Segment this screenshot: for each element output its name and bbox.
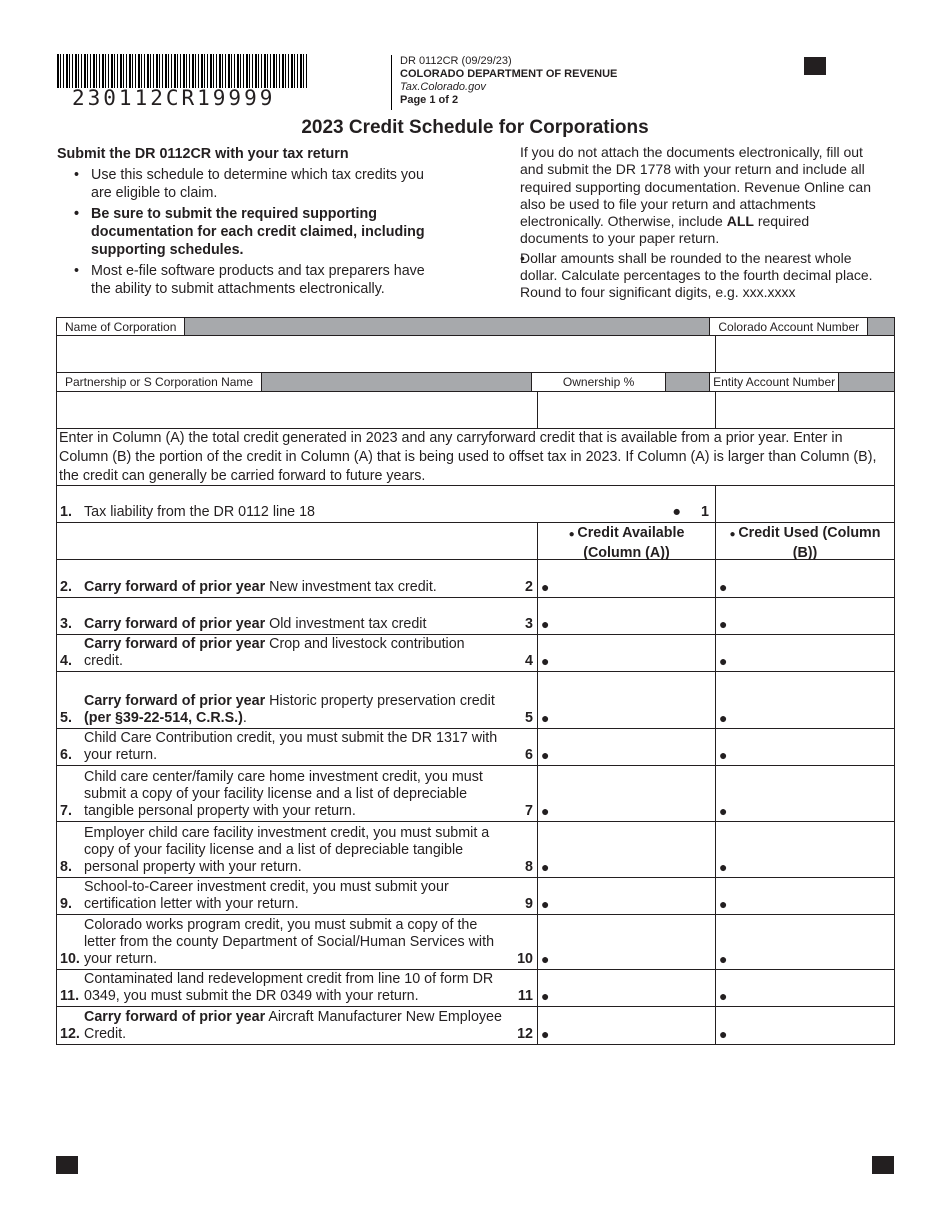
bullet-icon: ● [719, 1026, 728, 1042]
bullet-icon: ● [719, 803, 728, 819]
credit-available-input[interactable] [538, 822, 716, 877]
line-ref: 12 [517, 1026, 533, 1042]
line-7 [57, 766, 894, 822]
page-title: 2023 Credit Schedule for Corporations [301, 117, 649, 138]
line-2 [57, 560, 894, 598]
credit-available-input[interactable] [538, 598, 716, 634]
line-ref: 4 [525, 653, 533, 669]
bullet-icon: ● [541, 710, 550, 726]
bullet-icon: ● [541, 653, 550, 669]
bullet-icon: ● [541, 896, 550, 912]
credit-available-input[interactable] [538, 729, 716, 765]
column-headers [57, 523, 894, 560]
line-1-input[interactable] [716, 486, 894, 522]
line-number: 8. [60, 859, 72, 875]
credit-used-input[interactable] [716, 729, 894, 765]
partnership-label: Partnership or S Corporation Name [57, 373, 262, 391]
line-5 [57, 672, 894, 729]
line-text: Carry forward of prior year New investment tax credit. [84, 579, 437, 595]
credit-used-input[interactable] [716, 560, 894, 597]
line-6 [57, 729, 894, 766]
ownership-label: Ownership % [532, 373, 666, 391]
line-11 [57, 970, 894, 1007]
line-ref: 7 [525, 803, 533, 819]
credit-available-input[interactable] [538, 635, 716, 671]
line-number: 3. [60, 616, 72, 632]
line-text: Carry forward of prior year Old investment tax credit [84, 616, 427, 632]
line-number: 2. [60, 579, 72, 595]
line-number: 6. [60, 747, 72, 763]
bullet-icon: ● [719, 616, 728, 632]
bullet-icon: ● [719, 859, 728, 875]
bullet-icon: ● [719, 653, 728, 669]
credit-available-input[interactable] [538, 560, 716, 597]
credit-available-input[interactable] [538, 766, 716, 821]
department: COLORADO DEPARTMENT OF REVENUE [400, 68, 618, 80]
line-text: Child care center/family care home investment credit, you must submit a copy of your facility license and a list of depreciable tangible personal property with your return. [84, 769, 483, 819]
bullet-icon: ● [719, 988, 728, 1004]
bullet-icon: ● [719, 747, 728, 763]
line-number: 10. [60, 951, 80, 967]
line-text: Contaminated land redevelopment credit from line 10 of form DR 0349, you must submit the DR 0349 with your return. [84, 971, 494, 1004]
line-1: 1. Tax liability from the DR 0112 line 18 ● 1 [57, 486, 894, 523]
line-number: 12. [60, 1026, 80, 1042]
line-number: 7. [60, 803, 72, 819]
credit-used-input[interactable] [716, 766, 894, 821]
line-text: Child Care Contribution credit, you must submit the DR 1317 with your return. [84, 730, 498, 763]
registration-mark [56, 1156, 78, 1174]
credit-available-input[interactable] [538, 672, 716, 728]
co-account-input[interactable] [716, 336, 894, 372]
bullet-icon: ● [541, 1026, 550, 1042]
bullet-icon: ● [719, 951, 728, 967]
bullet-icon: ● [719, 579, 728, 595]
bullet-icon: ● [541, 616, 550, 632]
corp-name-input[interactable] [57, 336, 716, 372]
bullet: • Most e-file software products and tax preparers have the ability to submit attachments electronically. [57, 262, 437, 298]
barcode [57, 54, 309, 88]
line-ref: 2 [525, 579, 533, 595]
line-4 [57, 635, 894, 672]
credit-used-input[interactable] [716, 915, 894, 969]
registration-mark [872, 1156, 894, 1174]
barcode-number: 230112CR19999 [72, 86, 276, 110]
form-header [400, 55, 617, 107]
credit-used-input[interactable] [716, 970, 894, 1006]
registration-mark [804, 57, 826, 75]
line-9 [57, 878, 894, 915]
bullet: • Be sure to submit the required supporting documentation for each credit claimed, including supporting schedules. [57, 205, 437, 259]
line-3 [57, 598, 894, 635]
attach-note: If you do not attach the documents electronically, fill out and submit the DR 1778 with your return and include all required supporting documentation. Revenue Online can also be used to file your return and attachments electronically. Otherwise, include ALL required documents to your paper return. [520, 144, 872, 247]
bullet: • Use this schedule to determine which tax credits you are eligible to claim. [57, 166, 437, 202]
line-ref: 8 [525, 859, 533, 875]
credit-schedule-table [56, 317, 895, 1045]
submit-heading: Submit the DR 0112CR with your tax return [57, 146, 349, 162]
line-ref: 3 [525, 616, 533, 632]
line-ref: 10 [517, 951, 533, 967]
bullet-icon: ● [541, 579, 550, 595]
bullet-icon: ● [719, 896, 728, 912]
line-ref: 6 [525, 747, 533, 763]
divider [391, 55, 392, 110]
co-account-label: Colorado Account Number [710, 318, 868, 335]
column-b-header: ● Credit Used (Column (B)) [729, 525, 881, 561]
credit-used-input[interactable] [716, 822, 894, 877]
line-10 [57, 915, 894, 970]
line-8 [57, 822, 894, 878]
corp-name-label: Name of Corporation [57, 318, 185, 335]
bullet-icon: ● [541, 988, 550, 1004]
line-12 [57, 1007, 894, 1044]
column-a-header: ● Credit Available (Column (A)) [538, 523, 716, 559]
line-ref: ● 1 [672, 504, 709, 520]
bullet-icon: ● [541, 951, 550, 967]
line-number: 9. [60, 896, 72, 912]
bullet-icon: ● [541, 747, 550, 763]
credit-used-input[interactable] [716, 635, 894, 671]
credit-available-input[interactable] [538, 970, 716, 1006]
line-1-text: Tax liability from the DR 0112 line 18 [84, 504, 315, 520]
line-text: Employer child care facility investment credit, you must submit a copy of your facility license and a list of depreciable tangible personal property with your return. [84, 825, 490, 875]
column-instructions: Enter in Column (A) the total credit generated in 2023 and any carryforward credit that is available from a prior year. Enter in Column (B) the portion of the credit in Column (A) that is being used to offset tax in 2023. If Column (A) is larger than Column (B), the credit can generally be carried forward to future years. [57, 429, 894, 486]
line-ref: 11 [517, 988, 533, 1004]
line-number: 5. [60, 710, 72, 726]
bullet-icon: ● [719, 710, 728, 726]
credit-used-input[interactable] [716, 672, 894, 728]
line-ref: 5 [525, 710, 533, 726]
line-text: Carry forward of prior year Historic property preservation credit (per §39-22-514, C.R.S.). [84, 693, 495, 726]
left-instructions [57, 145, 437, 301]
credit-used-input[interactable] [716, 878, 894, 914]
line-text: Carry forward of prior year Aircraft Manufacturer New Employee Credit. [84, 1009, 502, 1042]
website: Tax.Colorado.gov [400, 81, 486, 93]
line-number: 4. [60, 653, 72, 669]
credit-available-input[interactable] [538, 878, 716, 914]
bullet: • Dollar amounts shall be rounded to the nearest whole dollar. Calculate percentages to the fourth decimal place. Round to four significant digits, e.g. xxx.xxxx [503, 250, 875, 302]
line-ref: 9 [525, 896, 533, 912]
page-number: Page 1 of 2 [400, 94, 459, 106]
credit-used-input[interactable] [716, 598, 894, 634]
entity-account-label: Entity Account Number [710, 373, 839, 391]
right-instructions [503, 144, 875, 302]
credit-used-input[interactable] [716, 1007, 894, 1044]
line-text: School-to-Career investment credit, you must submit your certification letter with your return. [84, 879, 449, 912]
entity-account-input[interactable] [716, 392, 894, 428]
bullet-icon: ● [541, 859, 550, 875]
partnership-input[interactable] [57, 392, 538, 428]
credit-available-input[interactable] [538, 1007, 716, 1044]
credit-available-input[interactable] [538, 915, 716, 969]
line-text: Carry forward of prior year Crop and livestock contribution credit. [84, 636, 465, 669]
ownership-input[interactable] [538, 392, 716, 428]
line-text: Colorado works program credit, you must submit a copy of the letter from the county Department of Social/Human Services with your return. [84, 917, 495, 967]
line-number: 11. [60, 988, 80, 1004]
bullet-icon: ● [541, 803, 550, 819]
form-number: DR 0112CR (09/29/23) [400, 55, 512, 67]
